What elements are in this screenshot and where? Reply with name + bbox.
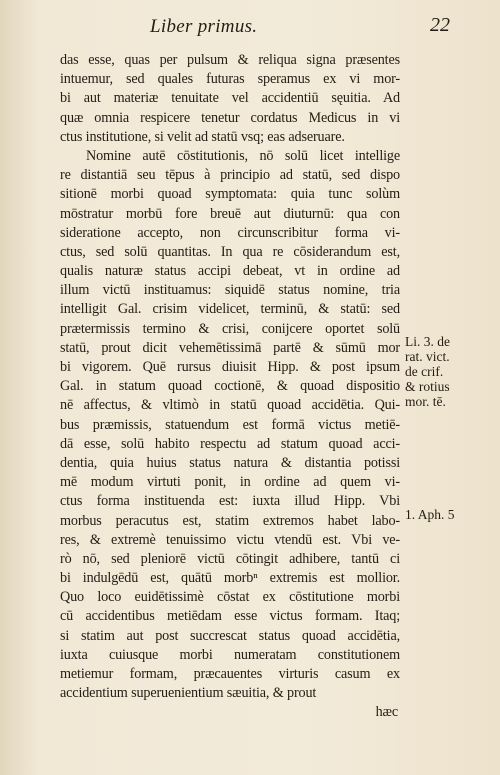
margin-note-reference-2 xyxy=(405,507,495,522)
text-line: nē affectus, & vltimò in statū quoad accidētia. Qui- xyxy=(60,397,400,414)
text-line: prætermissis termino & crisi, conijcere oportet solū xyxy=(60,320,400,337)
margin-note-line: Li. 3. de xyxy=(405,334,450,349)
text-line: Gal. in statum quoad coctionē, & quoad dispositio xyxy=(60,378,400,395)
text-line: quæ omnia respicere tenetur cordatus Medicus in vi xyxy=(60,109,400,126)
catchword: hæc xyxy=(375,704,398,721)
text-line: das esse, quas per pulsum & reliqua signa præsentes xyxy=(60,52,400,68)
running-title: Liber primus. xyxy=(150,16,258,37)
body-text xyxy=(60,51,400,723)
text-line: bi vigorem. Quē rursus diuisit Hipp. & post ipsum xyxy=(60,359,400,375)
text-line: mē modum virtuti ponit, in ordine ad quem vi- xyxy=(60,474,400,491)
text-line: iuxta cuiusque morbi numeratam constitutionem xyxy=(60,646,400,663)
text-line: dentia, quia huius status natura & distantia potissi xyxy=(60,454,400,471)
text-line: sideratione accepto, non circunscribitur forma vi- xyxy=(60,224,400,241)
text-line: rò nō, sed pleniorē victū cōtingit adhibere, tantū ci xyxy=(60,550,400,567)
text-line: qualis naturæ status accipi debeat, vt in ordine ad xyxy=(60,263,400,280)
text-line: accidentium superuenientium sæuitia, & prout xyxy=(60,685,317,702)
text-line: bi indulgēdū est, quātū morbⁿ extremis est mollior. xyxy=(60,570,400,587)
text-line: intelligit Gal. crisim videlicet, terminū, & statū: sed xyxy=(60,301,400,318)
margin-note-reference-1 xyxy=(405,334,495,409)
text-line: Quo loco euidētissimè cōstat ex cōstitutione morbi xyxy=(60,589,400,606)
margin-note-line: 1. Aph. 5 xyxy=(405,507,455,522)
text-line: ctus institutione, si velit ad statū vsq; eas adseruare. xyxy=(60,128,345,145)
text-line: si statim aut post succrescat status quoad accidētia, xyxy=(60,627,400,644)
margin-note-line: rat. vict. xyxy=(405,349,450,364)
text-line: Nomine autē cōstitutionis, nō solū licet intellige xyxy=(86,147,400,164)
text-line: statū, prout dicit vehemētissimā partē & sūmū mor xyxy=(60,339,400,356)
text-line: re distantiā seu tēpus à principio ad statū, sed dispo xyxy=(60,167,400,184)
text-line: mōstratur morbū fore breuē aut diuturnū: qua con xyxy=(60,205,400,222)
page-header xyxy=(0,14,500,44)
margin-note-line: mor. tē. xyxy=(405,394,446,409)
text-line: dā esse, solū habito respectu ad statum quoad acci- xyxy=(60,435,400,452)
text-line: bi aut materiæ tenuitate vel accidentiū sęuitia. Ad xyxy=(60,90,400,107)
text-line: res, & extremè tenuissimo victu vtendū est. Vbi ve- xyxy=(60,531,400,548)
text-line: ctus forma instituenda est: iuxta illud Hipp. Vbi xyxy=(60,493,400,510)
text-line: illum victū instituamus: siquidē status nomine, tria xyxy=(60,282,400,299)
text-line: cū accidentibus metiēdam esse victus formam. Itaq; xyxy=(60,608,400,625)
margin-note-line: de crif. xyxy=(405,364,444,379)
text-line: sitionē morbi quoad symptomata: quia tunc solùm xyxy=(60,186,400,203)
text-line: metiemur formam, præcauentes virturis casum ex xyxy=(60,666,400,682)
text-line: bus præmissis, statuendum est formā victus metiē- xyxy=(60,416,400,433)
page-number: 22 xyxy=(430,14,450,36)
text-line: morbus peracutus est, statim extremos habet labo- xyxy=(60,512,400,529)
text-line: intuemur, sed quales futuras speramus ex vi mor- xyxy=(60,71,400,88)
text-line: ctus, sed solū quantitas. In qua re cōsiderandum est, xyxy=(60,243,400,260)
margin-note-line: & rotius xyxy=(405,379,450,394)
